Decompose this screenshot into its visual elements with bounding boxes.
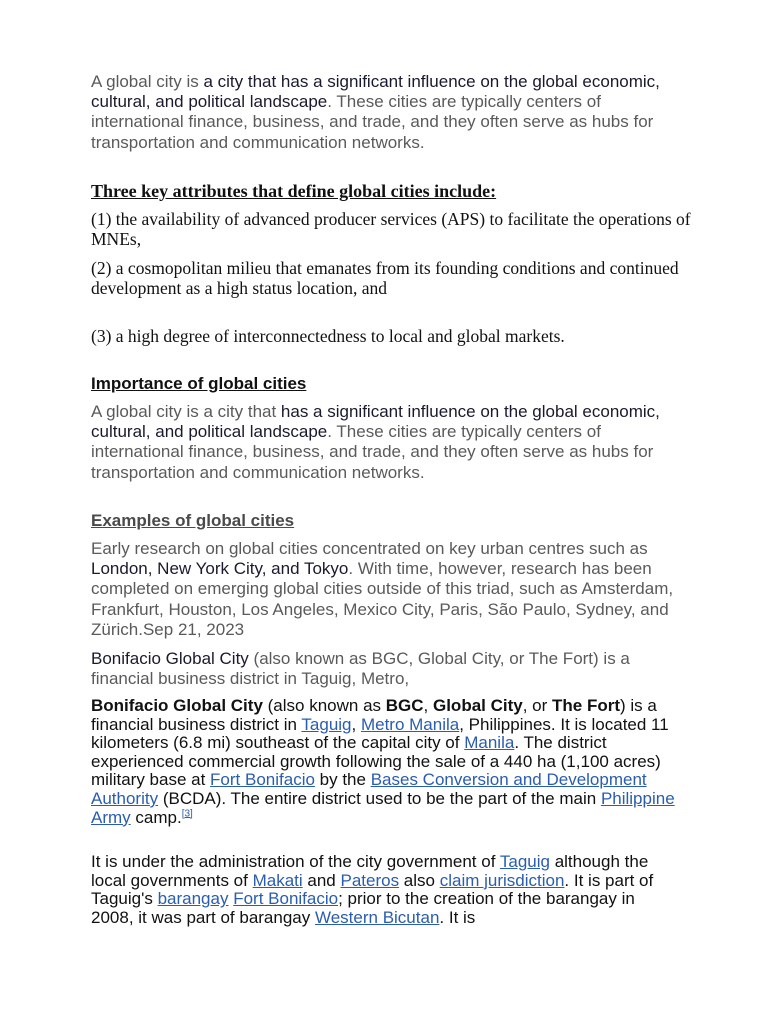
importance-heading: Importance of global cities [91,374,307,393]
examples-heading: Examples of global cities [91,511,295,530]
link-fort-bonifacio[interactable]: Fort Bonifacio [210,770,315,790]
link-western-bicutan[interactable]: Western Bicutan [314,907,440,927]
bgc-summary-paragraph: Bonifacio Global City (also known as BGC, Global City, or The Fort) is a financial business district in Taguig, Metro, [91,649,630,689]
link-barangay[interactable]: barangay [157,889,229,909]
link-metro-manila[interactable]: Metro Manila [360,714,460,734]
date-label: Sep 21, 2023 [142,619,245,639]
link-taguig-2[interactable]: Taguig [499,852,550,871]
link-bcda[interactable]: Bases Conversion and Development Authority [91,770,647,808]
link-philippine-army[interactable]: Philippine Army [91,788,675,827]
link-fort-bonifacio-2[interactable]: Fort Bonifacio [233,889,339,909]
examples-paragraph: Early research on global cities concentrated on key urban centres such as London, New York City, and Tokyo. With time, however, research has been completed on emerging global cities outside of this triad, such as Amsterdam, Frankfurt, Houston, Los Angeles, Mexico City, Paris, São Paulo, Sydney, and Zürich.Sep 21, 2023 [91,539,674,639]
link-claim-jurisdiction[interactable]: claim jurisdiction [439,870,565,890]
link-pateros[interactable]: Pateros [340,870,400,890]
link-makati[interactable]: Makati [252,870,303,890]
attribute-3: (3) a high degree of interconnectedness to local and global markets. [91,326,565,346]
bgc-article-paragraph: Bonifacio Global City (also known as BGC, Global City, or The Fort) is a financial business district in Taguig, Metro Manila, Philippines. It is located 11 kilometers (6.8 mi) southeast of the capital city of Manila. The district experienced commercial growth following the sale of a 440 ha (1,100 acres) military base at Fort Bonifacio by the Bases Conversion and Development Authority (BCDA). The entire district used to be the part of the main Philippine Army camp.[3] [91,696,675,827]
administration-paragraph: It is under the administration of the city government of Taguig although the local governments of Makati and Pateros also claim jurisdiction. It is part of Taguig's barangay Fort Bonifacio; prior to the creation of the barangay in 2008, it was part of barangay Western Bicutan. It is [91,852,654,927]
attribute-1: (1) the availability of advanced producer services (APS) to facilitate the operations of MNEs, [91,209,691,249]
importance-paragraph: A global city is a city that has a significant influence on the global economic, cultural, and political landscape. These cities are typically centers of international finance, business, and trade, and they often serve as hubs for transportation and communication networks. [91,402,660,482]
attributes-heading: Three key attributes that define global cities include: [91,181,497,201]
citation-link[interactable]: [3] [181,807,193,819]
intro-paragraph: A global city is a city that has a significant influence on the global economic, cultural, and political landscape. These cities are typically centers of international finance, business, and trade, and they often serve as hubs for transportation and communication networks. [91,72,660,152]
link-taguig[interactable]: Taguig [301,714,352,734]
attribute-2: (2) a cosmopolitan milieu that emanates from its founding conditions and continued development as a high status location, and [91,258,679,298]
link-manila[interactable]: Manila [464,733,515,753]
